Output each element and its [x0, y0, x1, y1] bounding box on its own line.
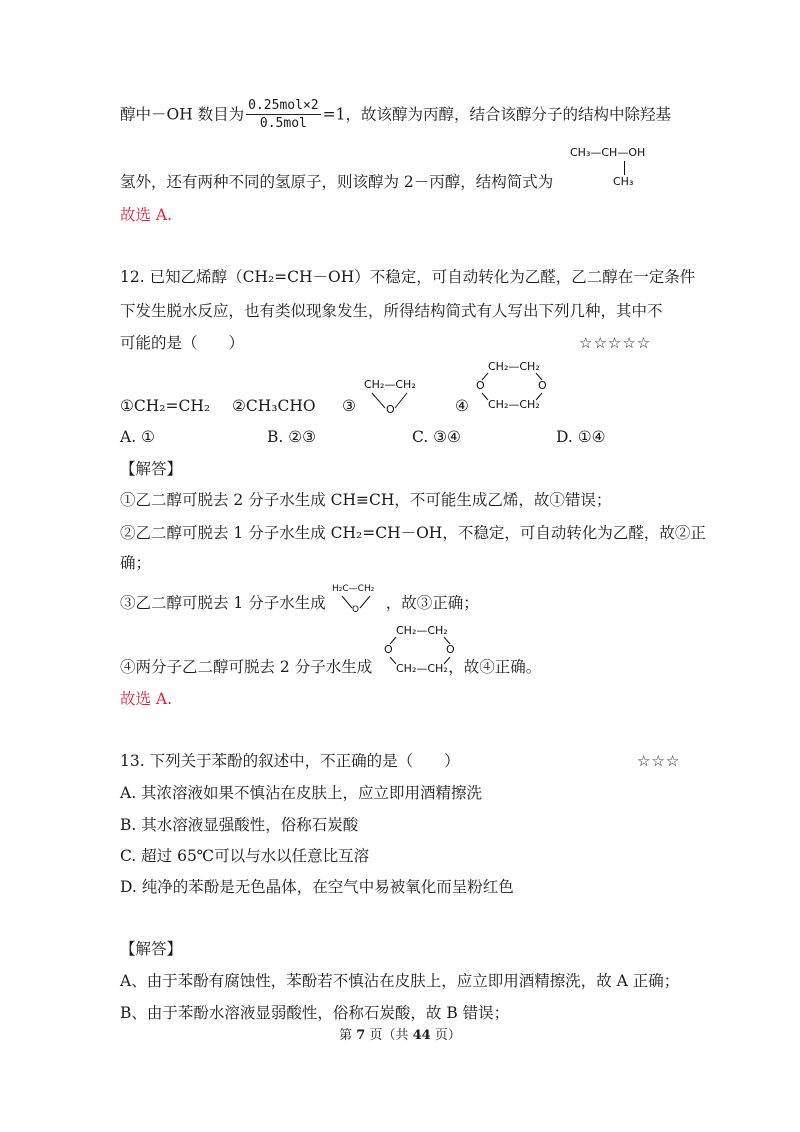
isopropanol-bond — [624, 161, 625, 175]
q12-option-c: C. ③④ — [412, 428, 461, 446]
q12-solution-header: 【解答】 — [120, 460, 183, 478]
q11-line1 — [120, 98, 671, 133]
q13-solution-header: 【解答】 — [120, 940, 183, 958]
q12-option-a: A. ① — [120, 428, 155, 446]
q12-item1: ①CH₂=CH₂ — [120, 397, 211, 415]
q12-solution-3 — [120, 592, 479, 614]
q13-difficulty-stars: ☆☆☆ — [637, 752, 681, 770]
q12-option-b: B. ②③ — [267, 428, 317, 446]
q13-solution-b: B、由于苯酚水溶液显弱酸性，俗称石炭酸，故 B 错误； — [120, 1004, 510, 1022]
dioxane-bottom: CH₂—CH₂ — [488, 398, 540, 411]
q13-line1: 13. 下列关于苯酚的叙述中，不正确的是（ ） — [120, 752, 460, 770]
isopropanol-bottom: CH₃ — [613, 175, 634, 188]
sol4-dioxane-oxygen-left: O — [384, 643, 393, 656]
sol4-dioxane-ring — [384, 624, 464, 680]
q12-item4: ④ — [455, 397, 469, 415]
q12-solution-4 — [120, 656, 541, 678]
sol3-epoxide-structure — [330, 584, 388, 618]
q12-solution-3-pre: ③乙二醇可脱去 1 分子水生成 — [120, 594, 326, 612]
q11-line1-post: =1，故该醇为丙醇，结合该醇分子的结构中除羟基 — [322, 105, 671, 124]
footer-pre: 第 — [339, 1028, 353, 1043]
fraction-numerator: 0.25mol×2 — [248, 98, 319, 113]
q13-option-d: D. 纯净的苯酚是无色晶体，在空气中易被氧化而呈粉红色 — [120, 878, 514, 896]
sol4-dioxane-structure — [384, 624, 464, 680]
footer-post: 页） — [434, 1028, 461, 1043]
q12-solution-2a: ②乙二醇可脱去 1 分子水生成 CH₂=CH－OH，不稳定，可自动转化为乙醛，故②正 — [120, 524, 706, 542]
fraction-denominator: 0.5mol — [259, 116, 307, 131]
q13-option-c: C. 超过 65℃可以与水以任意比互溶 — [120, 847, 370, 865]
q12-solution-4-post: ，故④正确。 — [448, 658, 542, 676]
dioxane-oxygen-right: O — [538, 379, 547, 392]
q12-line1: 12. 已知乙烯醇（CH₂=CH－OH）不稳定，可自动转化为乙醛，乙二醇在一定条件 — [120, 268, 696, 286]
q13-option-a: A. 其浓溶液如果不慎沾在皮肤上，应立即用酒精擦洗 — [120, 784, 483, 802]
q12-option-d: D. ①④ — [556, 428, 606, 446]
q11-line2: 氢外，还有两种不同的氢原子，则该醇为 2－丙醇，结构简式为 — [120, 173, 554, 191]
dioxane-ring — [476, 360, 556, 416]
q12-line2: 下发生脱水反应，也有类似现象发生，所得结构简式有人写出下列几种，其中不 — [120, 302, 663, 320]
epoxide-structure — [362, 378, 422, 416]
q12-solution-4-pre: ④两分子乙二醇可脱去 2 分子水生成 — [120, 658, 373, 676]
epoxide-oxygen: O — [386, 403, 395, 416]
isopropanol-structure — [570, 146, 690, 192]
fraction — [246, 98, 320, 133]
q13-option-b: B. 其水溶液显强酸性，俗称石炭酸 — [120, 816, 359, 834]
q12-item2: ②CH₃CHO — [232, 397, 316, 415]
q12-difficulty-stars: ☆☆☆☆☆ — [579, 334, 652, 352]
sol4-dioxane-top: CH₂—CH₂ — [396, 624, 448, 637]
epoxide-label: CH₂—CH₂ — [364, 378, 416, 391]
dioxane-top: CH₂—CH₂ — [488, 360, 540, 373]
footer-page-number: 7 — [356, 1028, 366, 1043]
page-footer — [0, 1027, 800, 1045]
sol4-dioxane-bottom: CH₂—CH₂ — [396, 662, 448, 675]
q11-answer: 故选 A. — [120, 206, 173, 224]
q12-solution-2b: 确； — [120, 554, 152, 572]
footer-mid: 页（共 — [369, 1028, 409, 1043]
dioxane-structure — [476, 360, 556, 416]
q12-answer: 故选 A. — [120, 690, 173, 708]
dioxane-oxygen-left: O — [476, 379, 485, 392]
sol4-dioxane-oxygen-right: O — [446, 643, 455, 656]
q12-item3: ③ — [342, 397, 356, 415]
q12-line3: 可能的是（ ） — [120, 334, 245, 352]
q12-solution-1: ①乙二醇可脱去 2 分子水生成 CH≡CH，不可能生成乙烯，故①错误； — [120, 491, 612, 509]
q11-line1-pre: 醇中－OH 数目为 — [120, 105, 245, 124]
sol3-epoxide-label: H₂C—CH₂ — [332, 584, 375, 594]
q13-solution-a: A、由于苯酚有腐蚀性，苯酚若不慎沾在皮肤上，应立即用酒精擦洗，故 A 正确； — [120, 972, 680, 990]
sol3-epoxide-oxygen: O — [352, 605, 360, 615]
isopropanol-top: CH₃—CH—OH — [570, 146, 646, 159]
q12-solution-3-post: ，故③正确； — [385, 594, 479, 612]
footer-total-pages: 44 — [412, 1028, 431, 1043]
